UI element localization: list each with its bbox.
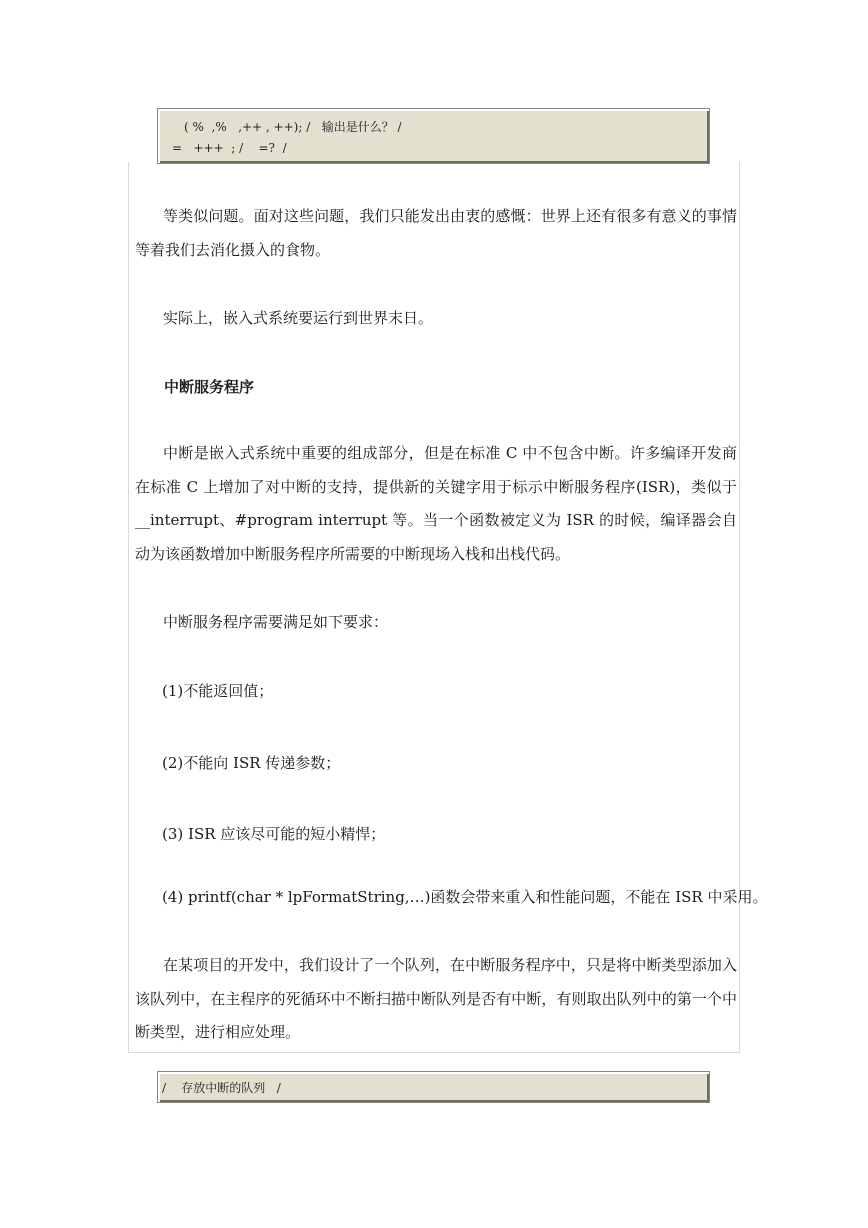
- paragraph-queue-design: 在某项目的开发中，我们设计了一个队列，在中断服务程序中，只是将中断类型添加入该队列中，在主程序的死循环中不断扫描中断队列是否有中断，有则取出队列中的第一个中断类型，进行相应处理。: [135, 956, 737, 1041]
- requirement-item-3: (3) ISR 应该尽可能的短小精悍；: [162, 825, 386, 843]
- section-heading-isr: 中断服务程序: [164, 378, 255, 396]
- paragraph-similar-questions: 等类似问题。面对这些问题，我们只能发出由衷的感慨：世界上还有很多有意义的事情等着我们去消化摄入的食物。: [135, 207, 737, 259]
- paragraph-isr-requirements: 中断服务程序需要满足如下要求：: [163, 613, 389, 631]
- requirement-item-2: (2)不能向 ISR 传递参数；: [162, 754, 341, 772]
- paragraph-embedded-forever: 实际上，嵌入式系统要运行到世界末日。: [163, 309, 434, 327]
- code-line-queue-comment: / 存放中断的队列 /: [162, 1081, 281, 1095]
- requirement-item-4: (4) printf(char * lpFormatString,…)函数会带来重入和性能问题，不能在 ISR 中采用。: [162, 888, 768, 906]
- requirement-item-1: (1)不能返回值；: [162, 682, 274, 700]
- code-block-top: [157, 108, 710, 164]
- code-line-1: ( % ,% ,++ , ++); / 输出是什么？ /: [184, 120, 402, 134]
- code-block-bottom: [157, 1071, 710, 1103]
- code-line-2: = +++ ; / =? /: [172, 141, 287, 155]
- paragraph-interrupt-intro: 中断是嵌入式系统中重要的组成部分，但是在标准 C 中不包含中断。许多编译开发商在标准 C 上增加了对中断的支持，提供新的关键字用于标示中断服务程序(ISR)，类似于__interrupt、#program interrupt 等。当一个函数被定义为 ISR 的时候，编译器会自动为该函数增加中断服务程序所需要的中断现场入栈和出栈代码。: [135, 444, 737, 563]
